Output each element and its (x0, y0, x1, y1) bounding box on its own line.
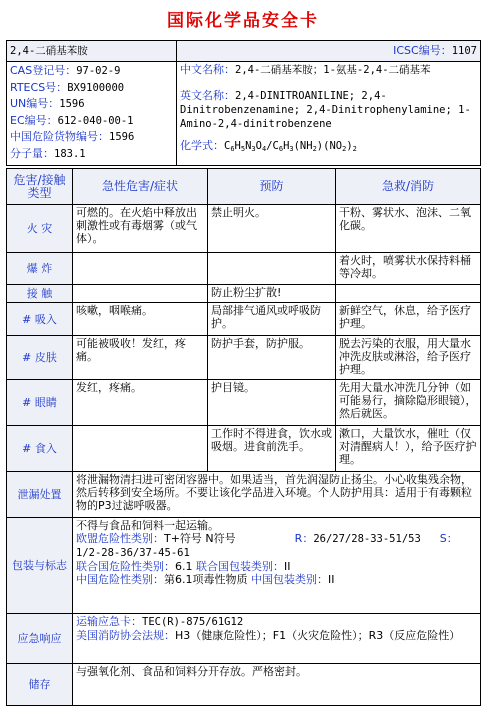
un-pack-value: II (284, 560, 291, 573)
cn-name-label: 中文名称： (180, 63, 235, 76)
col-hazard-header: 急性危害/症状 (73, 169, 208, 205)
col-aid-header: 急救/消防 (336, 169, 481, 205)
cas-label: CAS登记号： (10, 64, 77, 77)
row-prevent: 工作时不得进食，饮水或吸烟。进食前洗手。 (208, 426, 336, 472)
row-aid: 新鲜空气，休息，给予医疗护理。 (336, 303, 481, 336)
col-type-header: 危害/接触类型 (7, 169, 73, 205)
mw-label: 分子量： (10, 146, 54, 160)
formula: $C_6H_5N_3O_4/C_6H_3(NH_2)(NO_2)_2$ (224, 140, 357, 153)
s-label: S： (439, 532, 458, 545)
s-value: 1/2-28-36/37-45-61 (76, 547, 190, 559)
spill-text: 将泄漏物清扫进可密闭容器中。如果适当，首先润湿防止扬尘。小心收集残余物，然后转移到安全场所。不要让该化学品进入环境。个人防护用具：适用于有毒颗粒物的P3过滤呼吸器。 (73, 472, 481, 518)
transport-card-label: 运输应急卡： (76, 615, 142, 628)
row-aid: 先用大量水冲洗几分钟（如可能易行，摘除隐形眼镜），然后就医。 (336, 380, 481, 426)
row-hazard: 可能被吸收！发红，疼痛。 (73, 336, 208, 380)
table-row (7, 336, 481, 380)
packaging-cell (73, 518, 481, 614)
cn-dg-value: 1596 (109, 131, 135, 143)
row-type: # 眼睛 (7, 380, 73, 426)
eu-class-value: T+符号 N符号 (164, 532, 236, 545)
row-prevent: 护目镜。 (208, 380, 336, 426)
spill-label: 泄漏处置 (7, 472, 73, 518)
icsc-value: 1107 (451, 45, 477, 57)
row-hazard (73, 285, 208, 303)
row-type: 爆 炸 (7, 253, 73, 285)
cn-pack-value: II (328, 573, 335, 586)
rtecs-label: RTECS号： (10, 80, 68, 94)
table-row (7, 253, 481, 285)
en-name-value: 2,4-DINITROANILINE; 2,4-Dinitrobenzenamine; 2,4-Dinitrophenylamine; 1-Amino-2,4-dinitrobenzene (180, 90, 471, 130)
row-aid (336, 285, 481, 303)
table-row (7, 303, 481, 336)
packaging-label: 包装与标志 (7, 518, 73, 614)
table-row (7, 285, 481, 303)
row-prevent: 局部排气通风或呼吸防护。 (208, 303, 336, 336)
un-label: UN编号： (10, 97, 60, 110)
row-aid: 着火时，喷雾状水保持料桶等冷却。 (336, 253, 481, 285)
row-type: 火 灾 (7, 205, 73, 253)
row-type: # 吸入 (7, 303, 73, 336)
chemical-name-cell (7, 41, 177, 62)
cn-pack-label: 中国包装类别： (251, 573, 328, 586)
eu-class-label: 欧盟危险性类别： (76, 532, 164, 545)
row-hazard: 可燃的。在火焰中释放出刺激性或有毒烟雾（或气体）。 (73, 205, 208, 253)
table-row (7, 380, 481, 426)
emergency-cell (73, 614, 481, 664)
icsc-cell (177, 41, 481, 62)
storage-text: 与强氧化剂、食品和饲料分开存放。严格密封。 (73, 664, 481, 706)
hazard-table (6, 168, 481, 472)
cn-class-value: 第6.1项毒性物质 (164, 573, 248, 586)
table-row (7, 426, 481, 472)
cn-dg-label: 中国危险货物编号： (10, 130, 109, 143)
icsc-label: ICSC编号： (393, 44, 452, 57)
identity-table (6, 40, 481, 166)
table-row (7, 205, 481, 253)
r-label: R： (294, 532, 314, 545)
un-class-label: 联合国危险性类别： (76, 560, 175, 573)
cn-class-label: 中国危险性类别： (76, 573, 164, 586)
un-pack-label: 联合国包装类别： (196, 560, 284, 573)
en-name-label: 英文名称： (180, 89, 235, 102)
row-prevent (208, 253, 336, 285)
row-hazard (73, 426, 208, 472)
mw-value: 183.1 (54, 147, 86, 160)
transport-card-value: TEC(R)-875/61G12 (142, 616, 244, 628)
row-type: 接 触 (7, 285, 73, 303)
nfpa-value: H3（健康危险性）；F1（火灾危险性）；R3（反应危险性） (175, 629, 461, 642)
rtecs-value: BX9100000 (67, 81, 125, 94)
identifiers-cell (7, 62, 177, 166)
row-hazard: 咳嗽，咽喉痛。 (73, 303, 208, 336)
row-type: # 食入 (7, 426, 73, 472)
ec-value: 612-040-00-1 (57, 114, 134, 127)
row-hazard: 发红，疼痛。 (73, 380, 208, 426)
names-cell (177, 62, 481, 166)
un-class-value: 6.1 (175, 560, 193, 573)
emergency-label: 应急响应 (7, 614, 73, 664)
row-aid: 漱口，大量饮水，催吐（仅对清醒病人！），给予医疗护理。 (336, 426, 481, 472)
formula-label: 化学式： (180, 139, 224, 152)
row-prevent: 防止粉尘扩散! (208, 285, 336, 303)
packaging-line1: 不得与食品和饲料一起运输。 (76, 519, 219, 532)
row-hazard (73, 253, 208, 285)
col-prevent-header: 预防 (208, 169, 336, 205)
handling-table (6, 471, 481, 706)
row-prevent: 防护手套，防护服。 (208, 336, 336, 380)
row-aid: 干粉、雾状水、泡沫、二氧化碳。 (336, 205, 481, 253)
ec-label: EC编号： (10, 113, 58, 127)
cn-name-value: 2,4-二硝基苯胺；1-氨基-2,4-二硝基苯 (235, 64, 431, 76)
storage-label: 储存 (7, 664, 73, 706)
chemical-name: 2,4-二硝基苯胺 (10, 45, 88, 57)
row-type: # 皮肤 (7, 336, 73, 380)
row-aid: 脱去污染的衣服，用大量水冲洗皮肤或淋浴，给予医疗护理。 (336, 336, 481, 380)
page-title: 国际化学品安全卡 (167, 11, 319, 31)
un-value: 1596 (59, 98, 85, 110)
row-prevent: 禁止明火。 (208, 205, 336, 253)
cas-value: 97-02-9 (76, 65, 121, 77)
nfpa-label: 美国消防协会法规： (76, 629, 175, 642)
formula-line (180, 139, 477, 156)
r-value: 26/27/28-33-51/53 (313, 533, 421, 545)
